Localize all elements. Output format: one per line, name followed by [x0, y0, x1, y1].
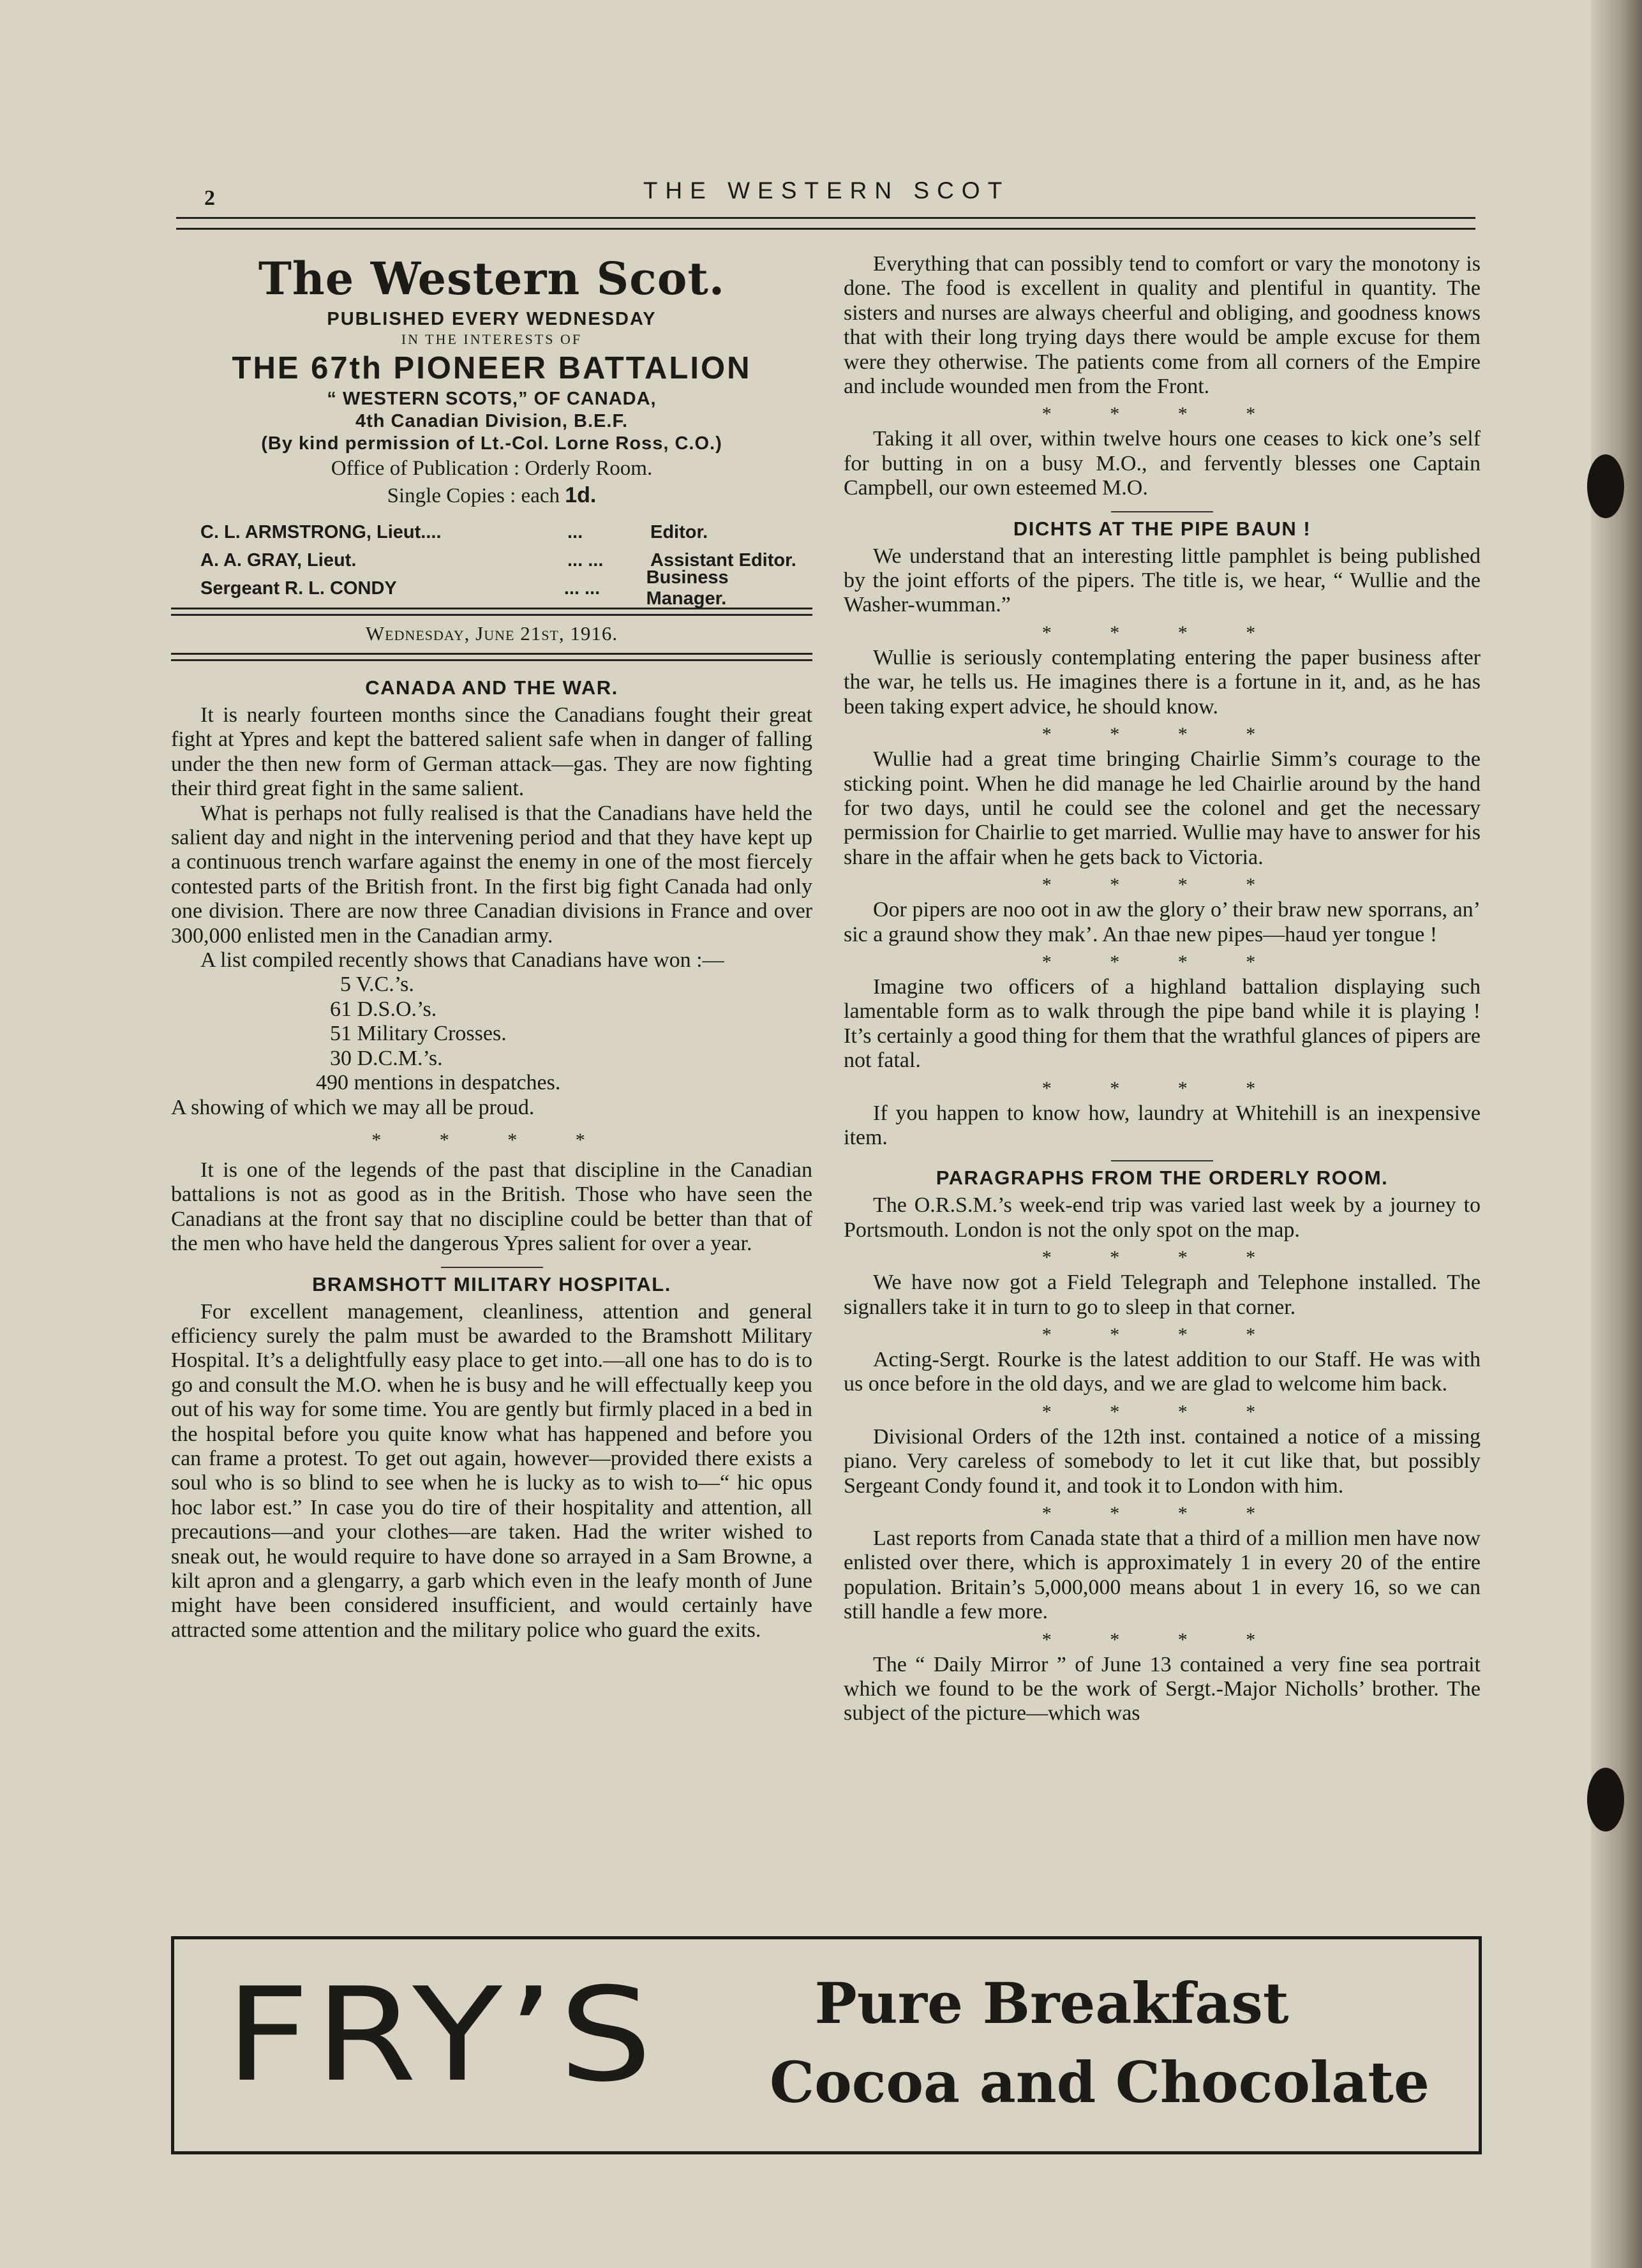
paragraph: The O.R.S.M.’s week-end trip was varied last week by a journey to Portsmouth. London is not the only spot on the map. [844, 1193, 1481, 1242]
section-stars: * * * * [1041, 1077, 1283, 1099]
paragraph: The “ Daily Mirror ” of June 13 contained a very fine sea portrait which we found to be the work of Sergt.-Major Nicholls’ brother. The subject of the picture—which was [844, 1652, 1481, 1726]
award-item: 490 mentions in despatches. [316, 1071, 561, 1095]
staff-name: A. A. GRAY, Lieut. [200, 549, 357, 571]
binding-hole [1587, 454, 1624, 518]
section-stars: * * * * [1041, 403, 1283, 425]
advert-line: Pure Breakfast [814, 1970, 1289, 2036]
section-stars: * * * * [371, 1129, 612, 1151]
section-stars: * * * * [1041, 874, 1283, 896]
paragraph: Oor pipers are noo oot in aw the glory o’ their braw new sporrans, an’ sic a graund show they mak’. An thae new pipes—haud yer tongue ! [844, 898, 1481, 946]
section-rule [441, 1267, 543, 1268]
staff-dots: ... ... [564, 578, 601, 599]
section-stars: * * * * [1041, 951, 1283, 973]
paragraph: For excellent management, cleanliness, attention and general efficiency surely the palm must be awarded to the Bramshott Military Hospital. It’s a delightfully easy place to get into.—all one has to do is to go and consult the M.O. when he is busy and he will effectually keep you out of his way for some time. You are gently but firmly placed in a bed in the hospital before you quite know what has happened and before you can frame a protest. To get out again, however—provided there exists a soul who is so blind to see when he is lucky as to wish to—“ hic opus hoc labor est.” In case you do tire of their hospitality and attention, all precautions—and your clothes—are taken. Had the writer wished to sneak out, he would require to have done so arrayed in a Sam Browne, a kilt apron and a glengarry, a garb which even in the leafy month of June might have been considered insufficient, and would certainly have attracted some attention and the military police who guard the exits. [171, 1299, 812, 1642]
award-item: 61 D.S.O.’s. [330, 997, 437, 1021]
paragraph: If you happen to know how, laundry at Whitehill is an inexpensive item. [844, 1101, 1481, 1149]
section-rule [1111, 1160, 1213, 1161]
staff-role: Business Manager. [646, 567, 729, 609]
advert-line: Cocoa and Chocolate [770, 2049, 1429, 2115]
binding-hole [1587, 1768, 1624, 1832]
masthead-line: (By kind permission of Lt.-Col. Lorne Ross, C.O.) [261, 433, 722, 454]
advert-brand: FRY’S [225, 1960, 657, 2111]
masthead-line: IN THE INTERESTS OF [401, 331, 583, 347]
staff-dots: ... ... [567, 549, 604, 571]
section-stars: * * * * [1041, 622, 1283, 643]
section-rule [1111, 511, 1213, 512]
staff-dots: ... [567, 521, 583, 542]
staff-row [171, 567, 812, 609]
price-value: 1d. [565, 483, 597, 507]
article-heading: PARAGRAPHS FROM THE ORDERLY ROOM. [936, 1167, 1389, 1190]
paragraph: What is perhaps not fully realised is that the Canadians have held the salient day and night in the intervening period and that they have kept up a continuous trench warfare against the enemy in one of the most fiercely contested parts of the British front. In the first big fight Canada had only one division. There are now three Canadian divisions in France and over 300,000 enlisted men in the Canadian army. [171, 801, 812, 948]
article-heading: CANADA AND THE WAR. [365, 676, 618, 699]
staff-row [171, 518, 812, 546]
section-stars: * * * * [1041, 724, 1283, 745]
paragraph: A list compiled recently shows that Canadians have won :— [200, 948, 724, 973]
paragraph: Wullie is seriously contemplating entering the paper business after the war, he tells us. He imagines there is a fortune in it, and, as he has been taking expert advice, he should know. [844, 645, 1481, 719]
staff-name: Sergeant R. L. CONDY [200, 578, 397, 599]
paragraph: Acting-Sergt. Rourke is the latest addition to our Staff. He was with us once before in the old days, and we are glad to welcome him back. [844, 1348, 1481, 1396]
page-edge-shadow [1591, 0, 1642, 2268]
paragraph: It is nearly fourteen months since the Canadians fought their great fight at Ypres and kept the battered salient safe when in danger of falling under the then new form of German attack—gas. They are now fighting their third great fight in the same salient. [171, 703, 812, 801]
paragraph: Divisional Orders of the 12th inst. contained a notice of a missing piano. Very careless of somebody to let it cut like that, but possibly Sergeant Condy found it, and took it to London with him. [844, 1424, 1481, 1498]
paragraph: Wullie had a great time bringing Chairlie Simm’s courage to the sticking point. When he did manage he led Chairlie around by the hand for two days, until he could see the colonel and get the necessary permission for Chairlie to get married. Wullie may have to answer for his share in the affair when he gets back to Victoria. [844, 747, 1481, 869]
article-heading: BRAMSHOTT MILITARY HOSPITAL. [312, 1272, 671, 1295]
article-heading: DICHTS AT THE PIPE BAUN ! [1013, 517, 1311, 540]
staff-role: Assistant Editor. [650, 549, 796, 571]
award-item: 51 Military Crosses. [330, 1022, 507, 1046]
price-label: Single Copies : each [387, 484, 560, 507]
masthead-line: 4th Canadian Division, B.E.F. [355, 411, 628, 431]
left-column [171, 252, 812, 1643]
header-rule [176, 217, 1475, 230]
award-item: 30 D.C.M.’s. [330, 1046, 443, 1070]
staff-role: Editor. [650, 521, 708, 542]
paper-name: THE WESTERN SCOT [643, 177, 1010, 204]
office-line: Office of Publication : Orderly Room. [331, 457, 653, 480]
paragraph: We have now got a Field Telegraph and Telephone installed. The signallers take it in turn to go to sleep in that corner. [844, 1271, 1481, 1319]
right-column [844, 252, 1481, 1726]
staff-list [171, 518, 812, 609]
paragraph: We understand that an interesting little pamphlet is being published by the joint efforts of the pipers. The title is, we hear, “ Wullie and the Washer-wumman.” [844, 544, 1481, 617]
price-line [171, 483, 812, 508]
running-head [179, 174, 1474, 210]
paragraph: Taking it all over, within twelve hours one ceases to kick one’s self for butting in on a busy M.O., and fervently blesses one Captain Campbell, our own esteemed M.O. [844, 427, 1481, 500]
paragraph: It is one of the legends of the past that discipline in the Canadian battalions is not as good as in the British. Those who have seen the Canadians at the front say that no discipline could be better than that of the men who have held the dangerous Ypres salient for over a year. [171, 1158, 812, 1256]
awards-list [171, 973, 812, 1095]
dateline: Wednesday, June 21st, 1916. [365, 622, 618, 645]
section-stars: * * * * [1041, 1503, 1283, 1525]
masthead-line: “ WESTERN SCOTS,” OF CANADA, [327, 389, 657, 409]
staff-name: C. L. ARMSTRONG, Lieut.... [200, 521, 442, 542]
award-item: 5 V.C.’s. [340, 973, 414, 997]
paragraph: Imagine two officers of a highland battalion displaying such lamentable form as to walk through the pipe band while it is playing ! It’s certainly a good thing for them that the wrathful glances of pipers are not fatal. [844, 974, 1481, 1073]
paragraph: Everything that can possibly tend to comfort or vary the monotony is done. The food is excellent in quality and plentiful in quantity. The sisters and nurses are always cheerful and obliging, and goodness knows that with their long trying days there would be ample excuse for them were they otherwise. The patients come from all corners of the Empire and include wounded men from the Front. [844, 252, 1481, 399]
masthead-title: The Western Scot. [258, 252, 726, 305]
masthead [171, 252, 812, 661]
paragraph: Last reports from Canada state that a third of a million men have now enlisted over there, which is approximately 1 in every 20 of the entire population. Britain’s 5,000,000 means about 1 in every 16, so we can still handle a few more. [844, 1526, 1481, 1624]
advertisement [171, 1936, 1482, 2154]
section-stars: * * * * [1041, 1247, 1283, 1269]
section-stars: * * * * [1041, 1324, 1283, 1345]
section-stars: * * * * [1041, 1401, 1283, 1422]
dateline-rule [171, 653, 812, 661]
page-number: 2 [204, 186, 215, 210]
paragraph: A showing of which we may all be proud. [171, 1095, 535, 1119]
masthead-line: PUBLISHED EVERY WEDNESDAY [327, 309, 657, 329]
battalion-name: THE 67th PIONEER BATTALION [232, 351, 752, 385]
section-stars: * * * * [1041, 1629, 1283, 1650]
